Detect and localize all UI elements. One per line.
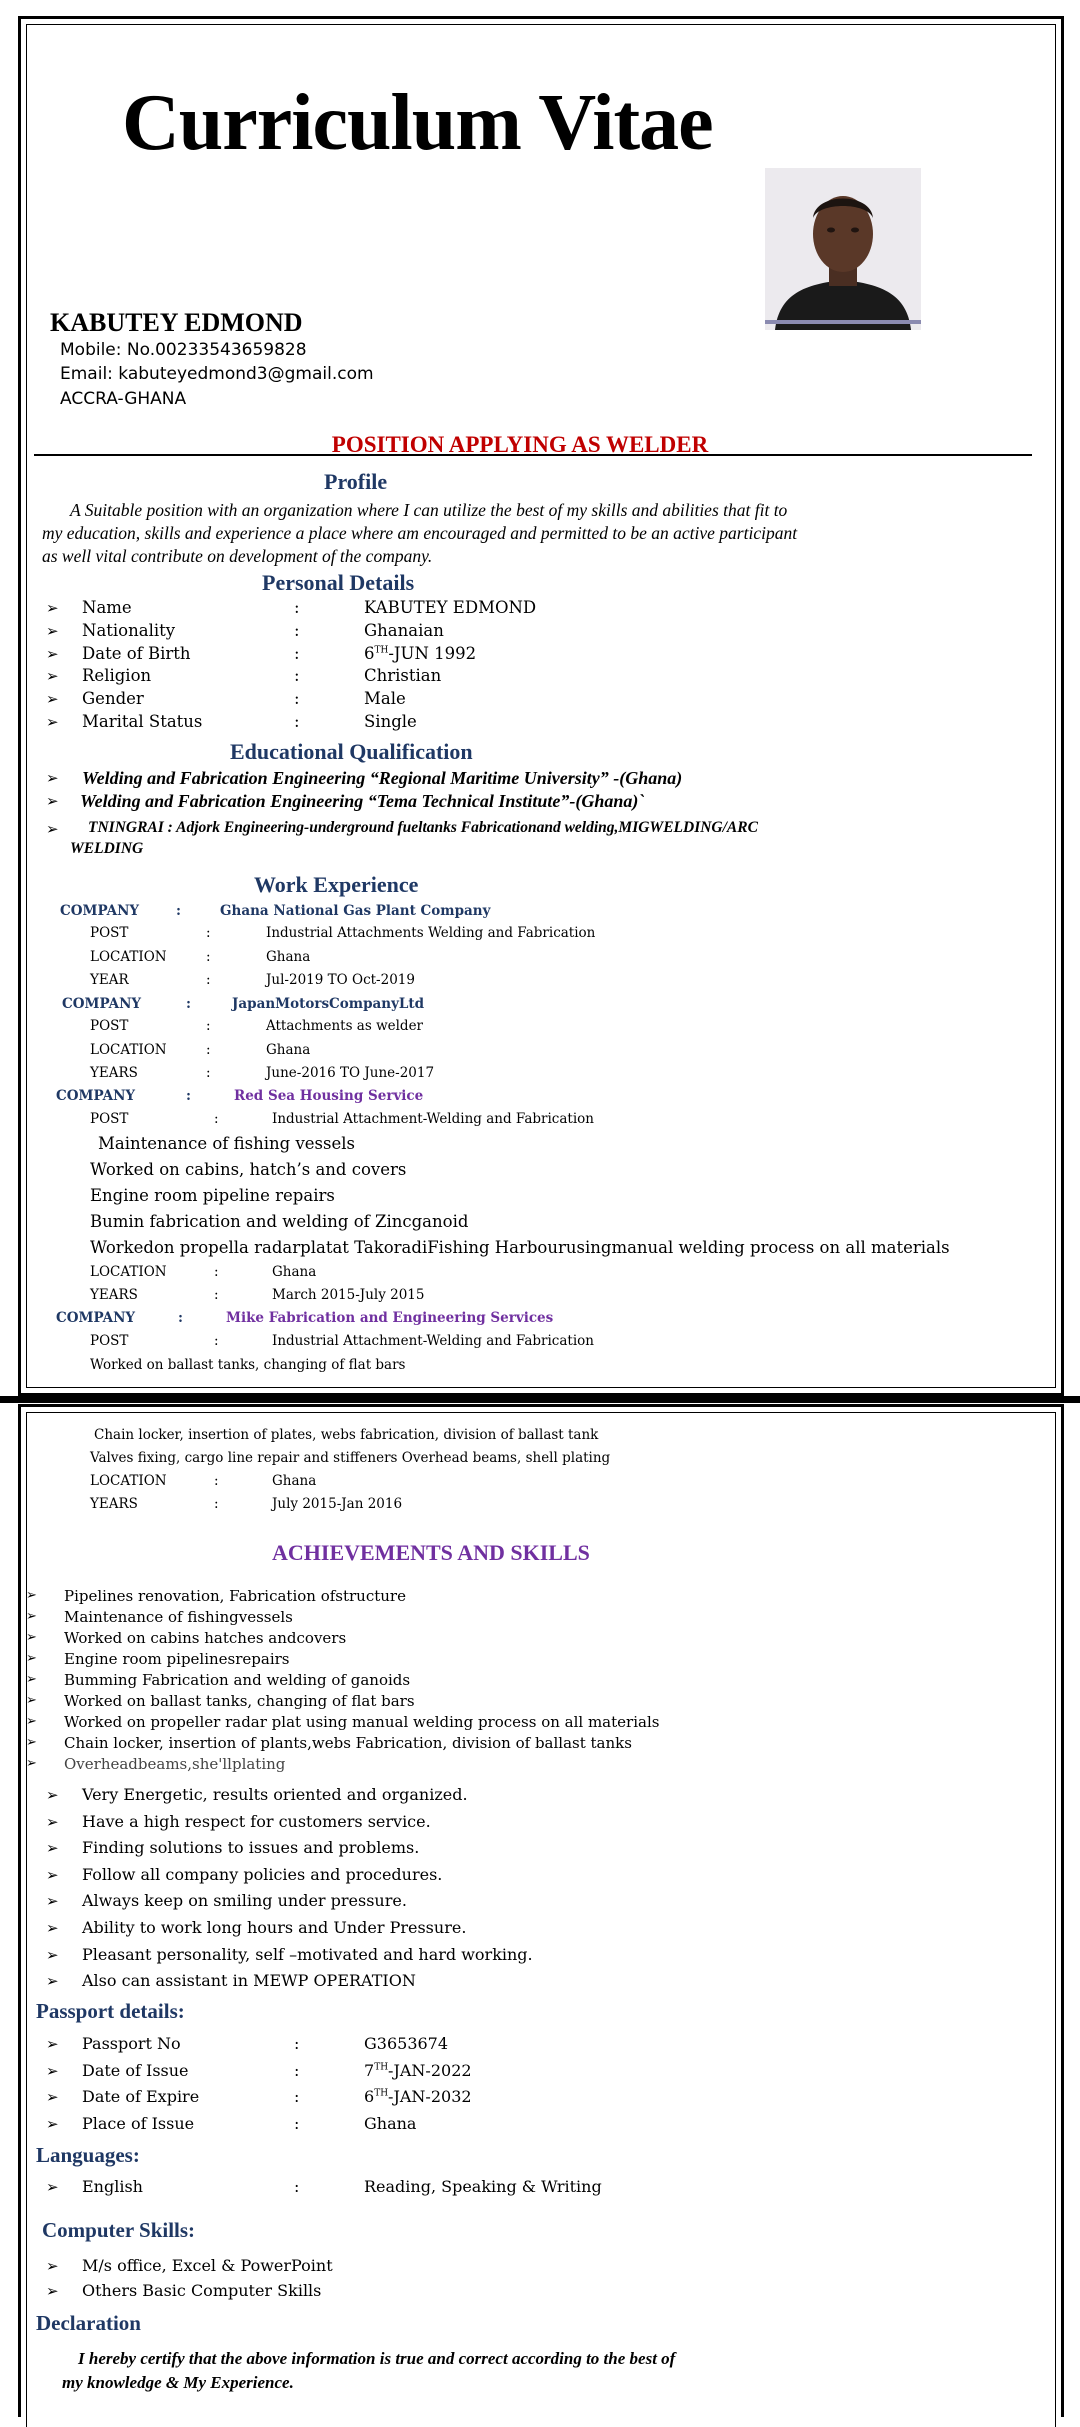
work-duty: Engine room pipeline repairs [90, 1186, 335, 1205]
passport-suffix: -JAN-2022 [388, 2060, 472, 2080]
colon: : [206, 1042, 211, 1058]
bullet-icon: ➢ [46, 1839, 59, 1858]
passport-label: Date of Issue [82, 2060, 189, 2080]
work-year-label: YEAR [90, 972, 129, 988]
company-label: COMPANY [62, 996, 142, 1012]
passport-label: Date of Expire [82, 2087, 200, 2106]
colon: : [186, 1088, 191, 1104]
passport-superscript: TH [374, 2062, 389, 2073]
company-name: Ghana National Gas Plant Company [220, 903, 491, 919]
work-post-label: POST [90, 925, 129, 941]
colon: : [206, 925, 211, 941]
passport-heading: Passport details: [36, 1999, 185, 2023]
page-separator [0, 1396, 1080, 1403]
personal-label: Name [82, 598, 132, 617]
work-post-label: POST [90, 1333, 129, 1349]
company-label: COMPANY [60, 903, 140, 919]
colon: : [294, 2034, 300, 2053]
colon: : [294, 620, 300, 640]
bullet-icon: ➢ [46, 2035, 59, 2053]
colon: : [294, 712, 300, 731]
bullet-icon: ➢ [46, 1892, 59, 1911]
passport [364, 2034, 448, 2053]
colon: : [186, 996, 191, 1012]
bullet-icon: ➢ [26, 1588, 37, 1603]
document-title: Curriculum Vitae [122, 79, 713, 167]
bullet-icon: ➢ [46, 1812, 59, 1831]
colon: : [294, 2113, 300, 2133]
work-years-label: YEARS [90, 1496, 138, 1512]
work-location-label: LOCATION [90, 1264, 167, 1280]
bullet-icon: ➢ [46, 621, 59, 640]
personal-label: Marital Status [82, 712, 203, 731]
work-location-value: Ghana [266, 949, 311, 965]
education-heading: Educational Qualification [230, 739, 473, 764]
personal-label: Gender [82, 689, 144, 709]
passport-value: Ghana [364, 2113, 417, 2133]
computer-skills-heading: Computer Skills: [42, 2218, 196, 2242]
colon: : [214, 1111, 219, 1127]
colon: : [214, 1287, 219, 1303]
bullet-icon: ➢ [26, 1630, 37, 1645]
colon: : [206, 1065, 211, 1081]
colon: : [214, 1473, 219, 1489]
passport-suffix: -JAN-2032 [388, 2087, 472, 2106]
colon: : [178, 1310, 183, 1326]
bullet-icon: ➢ [46, 769, 59, 787]
colon: : [294, 598, 300, 617]
personal-value: Ghanaian [364, 620, 444, 640]
work-duty: Valves fixing, cargo line repair and stiffeners Overhead beams, shell plating [90, 1450, 611, 1466]
bullet-icon: ➢ [46, 2114, 59, 2133]
bullet-icon: ➢ [46, 2282, 59, 2300]
skill-item: Pleasant personality, self –motivated and hard working. [82, 1944, 533, 1964]
personal [364, 621, 444, 640]
skill-item: Have a high respect for customers service. [82, 1811, 431, 1831]
achievement-item: Worked on cabins hatches andcovers [64, 1629, 347, 1647]
achievement-item: Chain locker, insertion of plants,webs Fabrication, division of ballast tanks [64, 1734, 632, 1752]
work-year-value: Jul-2019 TO Oct-2019 [266, 972, 415, 988]
declaration-heading: Declaration [36, 2311, 141, 2335]
work-duty: Bumin fabrication and welding of Zincganoid [90, 1212, 469, 1231]
personal [364, 644, 476, 663]
languages-heading: Languages: [36, 2143, 140, 2167]
bullet-icon: ➢ [26, 1672, 37, 1687]
work-location-label: LOCATION [90, 1473, 167, 1489]
colon: : [176, 903, 181, 919]
work-post-value: Industrial Attachments Welding and Fabrication [266, 925, 596, 941]
personal-details-heading: Personal Details [262, 570, 415, 595]
personal-superscript: TH [374, 645, 389, 656]
bullet-icon: ➢ [46, 1786, 59, 1804]
bullet-icon: ➢ [46, 1919, 59, 1937]
education-item-continued: WELDING [70, 840, 144, 857]
skill-item: Very Energetic, results oriented and organized. [82, 1785, 468, 1804]
achievement-item: Worked on propeller radar plat using manual welding process on all materials [64, 1713, 660, 1731]
divider [34, 454, 1032, 456]
education-item: Welding and Fabrication Engineering “Regional Maritime University” -(Ghana) [82, 768, 683, 788]
passport-label: Passport No [82, 2034, 181, 2053]
position-title: POSITION APPLYING AS WELDER [331, 432, 709, 457]
work-duty: Worked on ballast tanks, changing of flat bars [90, 1357, 406, 1373]
personal-value: Christian [364, 666, 442, 686]
work-location-value: Ghana [266, 1042, 311, 1058]
bullet-icon: ➢ [46, 2061, 59, 2080]
work-location-value: Ghana [272, 1264, 317, 1280]
colon: : [294, 666, 300, 686]
bullet-icon: ➢ [26, 1756, 37, 1771]
passport-value: G3653674 [364, 2034, 449, 2053]
profile-text [42, 499, 902, 568]
personal-value: Male [364, 689, 406, 709]
personal-value: Single [364, 712, 417, 731]
company-name: JapanMotorsCompanyLtd [232, 996, 425, 1012]
company-label: COMPANY [56, 1310, 136, 1326]
computer-skill-item: Others Basic Computer Skills [82, 2281, 322, 2300]
skill-item: Finding solutions to issues and problems. [82, 1838, 420, 1858]
profile-line: A Suitable position with an organization where I can utilize the best of my skills and abilities that fit to [70, 500, 788, 520]
work-years-label: YEARS [90, 1065, 138, 1081]
passport-superscript: TH [374, 2088, 389, 2099]
colon: : [214, 1496, 219, 1512]
profile-line: as well vital contribute on development of the company. [42, 546, 433, 566]
bullet-icon: ➢ [26, 1693, 37, 1708]
bullet-icon: ➢ [46, 2088, 59, 2106]
achievements-heading: ACHIEVEMENTS AND SKILLS [272, 1540, 590, 1565]
work-post-value: Industrial Attachment-Welding and Fabrication [272, 1333, 594, 1349]
personal-label: Nationality [82, 620, 176, 640]
work-post-value: Industrial Attachment-Welding and Fabrication [272, 1111, 594, 1127]
personal-label: Religion [82, 666, 152, 686]
achievement-item: Pipelines renovation, Fabrication ofstructure [64, 1587, 406, 1605]
computer-skill-item: M/s office, Excel & PowerPoint [82, 2256, 333, 2275]
personal [364, 689, 406, 708]
profile-line: my education, skills and experience a place where am encouraged and permitted to be an active participant [42, 523, 798, 543]
work-duty: Worked on cabins, hatch’s and covers [90, 1160, 407, 1179]
colon: : [206, 949, 211, 965]
address: ACCRA-GHANA [60, 389, 187, 409]
work-duty: Workedon propella radarplatat TakoradiFishing Harbourusingmanual welding process on all materials [90, 1238, 950, 1257]
email-address: Email: kabuteyedmond3@gmail.com [60, 364, 374, 384]
work-location-label: LOCATION [90, 1042, 167, 1058]
bullet-icon: ➢ [46, 599, 59, 617]
education-item: Welding and Fabrication Engineering “Tema Technical Institute”-(Ghana)` [80, 791, 645, 811]
bullet-icon: ➢ [46, 820, 59, 838]
work-experience-heading: Work Experience [254, 872, 419, 897]
skill-item: Also can assistant in MEWP OPERATION [82, 1971, 416, 1991]
profile-heading: Profile [324, 469, 388, 494]
skill-item: Always keep on smiling under pressure. [82, 1891, 407, 1911]
bullet-icon: ➢ [46, 644, 59, 663]
colon: : [206, 1018, 211, 1034]
work-post-value: Attachments as welder [266, 1018, 424, 1034]
bullet-icon: ➢ [46, 690, 59, 709]
bullet-icon: ➢ [26, 1651, 37, 1666]
bullet-icon: ➢ [26, 1714, 37, 1729]
colon: : [206, 972, 211, 988]
work-location-label: LOCATION [90, 949, 167, 965]
passport [364, 2114, 416, 2133]
skill-item: Follow all company policies and procedures. [82, 1864, 443, 1884]
achievement-item: Worked on ballast tanks, changing of flat bars [64, 1692, 415, 1710]
personal [364, 598, 536, 617]
company-label: COMPANY [56, 1088, 136, 1104]
language-name: English [82, 2177, 143, 2196]
achievement-item: Bumming Fabrication and welding of ganoids [64, 1671, 411, 1689]
company-name: Mike Fabrication and Engineering Services [226, 1310, 554, 1326]
bullet-icon: ➢ [46, 792, 59, 810]
bullet-icon: ➢ [46, 1972, 59, 1991]
personal-value: KABUTEY EDMOND [364, 598, 537, 617]
passport-label: Place of Issue [82, 2113, 195, 2133]
colon: : [214, 1264, 219, 1280]
work-location-value: Ghana [272, 1473, 317, 1489]
colon: : [294, 2087, 300, 2106]
work-years-value: June-2016 TO June-2017 [266, 1065, 435, 1081]
bullet-icon: ➢ [46, 2178, 59, 2196]
colon: : [214, 1333, 219, 1349]
personal-label: Date of Birth [82, 643, 191, 663]
candidate-name: KABUTEY EDMOND [50, 308, 303, 337]
passport-value: 6 [364, 2087, 375, 2106]
bullet-icon: ➢ [26, 1735, 37, 1750]
mobile-number: Mobile: No.00233543659828 [60, 340, 307, 360]
work-duty: Chain locker, insertion of plates, webs fabrication, division of ballast tank [94, 1427, 599, 1443]
achievement-item: Engine room pipelinesrepairs [64, 1650, 290, 1668]
personal-suffix: -JUN 1992 [388, 643, 477, 663]
personal [364, 666, 441, 685]
bullet-icon: ➢ [46, 713, 59, 731]
bullet-icon: ➢ [26, 1609, 37, 1624]
work-years-value: July 2015-Jan 2016 [272, 1496, 403, 1512]
work-years-value: March 2015-July 2015 [272, 1287, 425, 1303]
education-item: TNINGRAI : Adjork Engineering-underground fueltanks Fabricationand welding,MIGWELDING/ARC [88, 819, 758, 836]
colon: : [294, 2060, 300, 2080]
colon: : [294, 643, 300, 663]
work-duty: Maintenance of fishing vessels [98, 1134, 355, 1153]
profile-photo [765, 168, 921, 330]
personal [364, 712, 417, 731]
work-years-label: YEARS [90, 1287, 138, 1303]
bullet-icon: ➢ [46, 1865, 59, 1884]
personal-value: 6 [364, 643, 375, 663]
achievement-item: Overheadbeams,she'llplating [64, 1755, 286, 1773]
bullet-icon: ➢ [46, 2257, 59, 2275]
declaration-line: my knowledge & My Experience. [62, 2373, 294, 2392]
company-name: Red Sea Housing Service [234, 1088, 424, 1104]
passport [364, 2087, 472, 2106]
colon: : [294, 2177, 300, 2196]
declaration-line: I hereby certify that the above information is true and correct according to the best of [78, 2349, 676, 2368]
work-post-label: POST [90, 1018, 129, 1034]
bullet-icon: ➢ [46, 667, 59, 686]
language-proficiency: Reading, Speaking & Writing [364, 2177, 602, 2196]
skill-item: Ability to work long hours and Under Pressure. [82, 1918, 467, 1937]
passport [364, 2061, 472, 2080]
achievement-item: Maintenance of fishingvessels [64, 1608, 293, 1626]
passport-value: 7 [364, 2060, 375, 2080]
bullet-icon: ➢ [46, 1945, 59, 1964]
colon: : [294, 689, 300, 709]
work-post-label: POST [90, 1111, 129, 1127]
